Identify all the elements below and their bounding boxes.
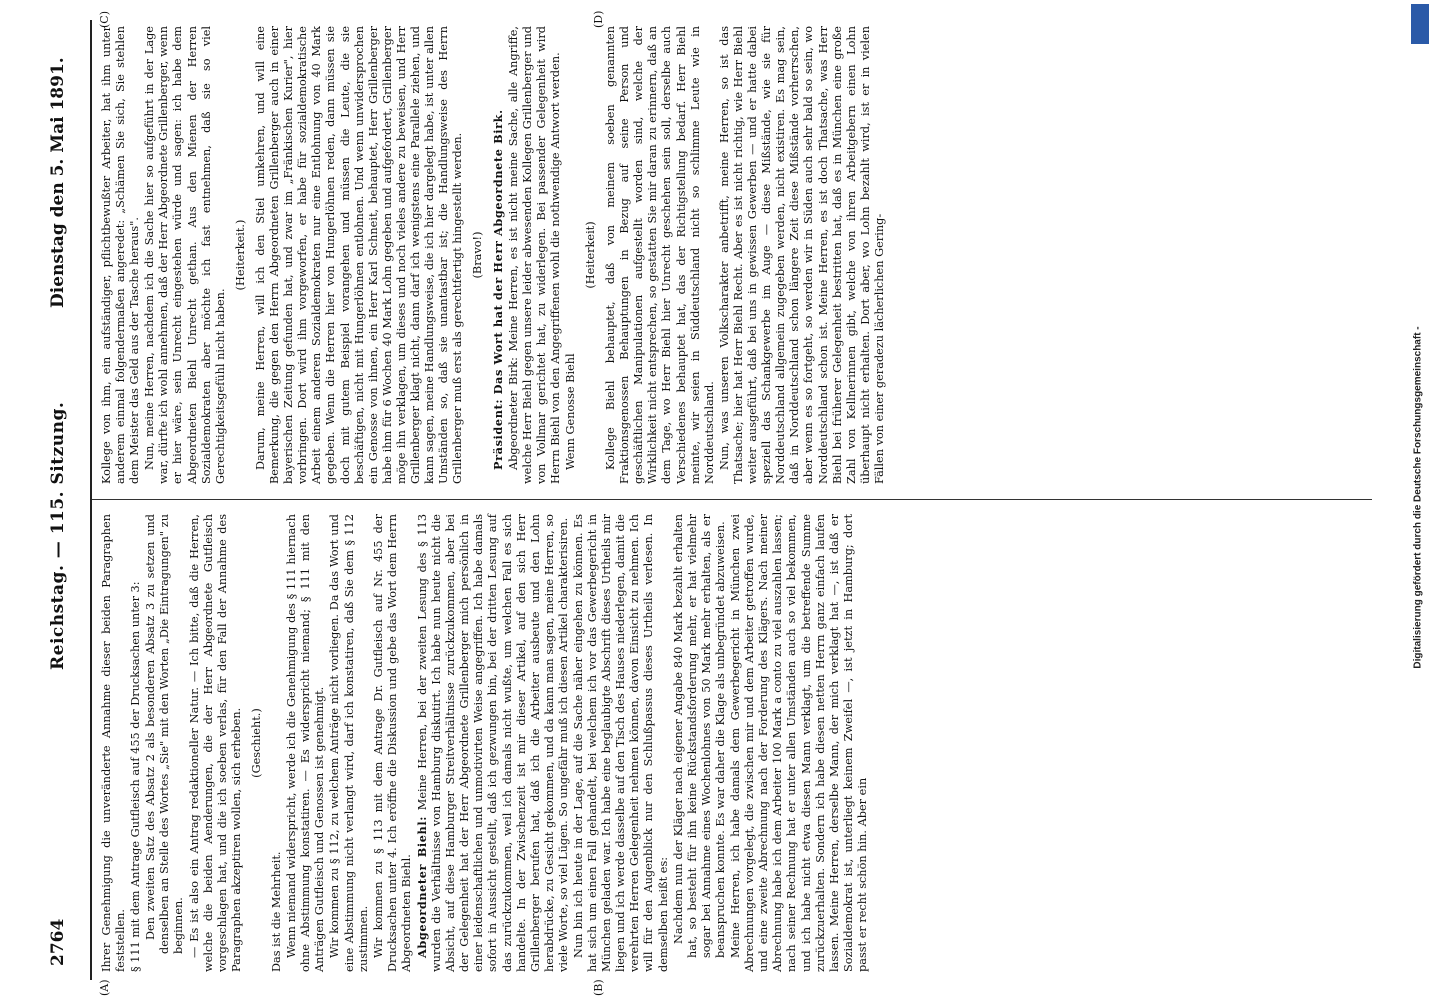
- margin-mark-b: (B): [592, 979, 605, 996]
- stage-direction: (Geschieht.): [249, 708, 263, 778]
- digitization-footer: [1405, 0, 1431, 1000]
- left-column: [100, 514, 871, 972]
- speech-text: Meine Herren, bei der zweiten Lesung des § 113 wurden die Verhältnisse von Hamburg diskutirt. Ich habe nun heute nicht die Absicht, auf diese Hamburger Streitverhältnisse zurückzukommen, aber bei der Gelegenheit hat der Herr Abgeordnete Grillenberger mich persönlich in einer leidenschaftlichen und unmotivirten Weise angegriffen. Ich habe damals sofort in Aussicht gestellt, daß ich gezwungen bin, bei der dritten Lesung auf das zurückzukommen, weil ich damals nicht wußte, um welchen Fall es sich handelte. In der Zwischenzeit ist mir dieser Artikel, auf den sich Herr Grillenberger berufen hat, daß ich die Arbeiter ausbeute und den Lohn herabdrücke, zu Gesicht gekommen, und da kann man sagen, meine Herren, so viele Worte, so viel Lügen. So ungefähr muß ich diesen Artikel charakterisiren.: [415, 513, 570, 972]
- paragraph: § 111 mit dem Antrage Gutfleisch auf 455 der Drucksachen unter 3:: [129, 581, 143, 972]
- quoted-amendment: Den zweiten Satz des Absatz 2 als besonderen Absatz 3 zu setzen und denselben an Stelle des Wortes „Sie" mit den Worten „Die Eintragungen" zu beginnen.: [144, 514, 186, 954]
- column-divider: [92, 499, 1372, 500]
- page-title: Reichstag. — 115. Sitzung.: [48, 401, 68, 670]
- paragraph: Wir kommen zu § 113 mit dem Antrage Dr. Gutfleisch auf Nr. 455 der Drucksachen unter 4. Ich eröffne die Diskussion und gebe das Wort dem Herrn Abgeordneten Biehl.: [371, 514, 413, 972]
- speaker-name: Abgeordneter Biehl:: [414, 815, 429, 958]
- paragraph: — Es ist also ein Antrag redaktioneller Natur. — Ich bitte, daß die Herren, welche die beiden Aenderungen, die der Herr Abgeordnete Gutfleisch vorgeschlagen hat, und die ich soeben verlas, für den Fall der Annahme des Paragraphen akzeptiren wollen, sich erheben.: [187, 514, 243, 972]
- session-date: Dienstag den 5. Mai 1891.: [48, 57, 68, 308]
- paragraph: Kollege Biehl behauptet, daß von meinem soeben genannten Fraktionsgenossen Behauptungen in Bezug auf seine Person und geschäftlichen Manipulationen aufgestellt worden sind, welche der Wirklichkeit nicht entsprechen, so gestatten Sie mir daran zu erinnern, daß an dem Tage, wo Herr Biehl hier Unrecht geschehen sein soll, derselbe auch Verschiedenes behauptet hat, das der Richtigstellung bedarf. Herr Biehl meinte, wir seien in Süddeutschland nicht so schlimme Leute wie in Norddeutschland.: [604, 26, 716, 484]
- paragraph: Nun, meine Herren, nachdem ich die Sache hier so aufgeführt in der Lage war, dürfte ich wohl annehmen, daß der Herr Abgeordnete Grillenberger, wenn er hier wäre, sein Unrecht eingestehen würde und sagen: ich habe dem Abgeordneten Biehl Unrecht gethan. Aus den Mienen der Herren Sozialdemokraten aber möchte ich fast entnehmen, daß sie so viel Gerechtigkeitsgefühl nicht haben.: [143, 26, 227, 484]
- margin-mark-d: (D): [592, 10, 605, 28]
- quoted-judgment: Nachdem nun der Kläger nach eigener Angabe 840 Mark bezahlt erhalten hat, so besteht für ihn keine Rückstandsforderung mehr, er hat vielmehr sogar bei Annahme eines Wochenlohnes von 50 Mark mehr erhalten, als er beanspruchen konnte. Es war daher die Klage als unbegründet abzuweisen.: [671, 514, 727, 958]
- header-rule: [90, 20, 92, 980]
- paragraph: Wenn niemand widerspricht, werde ich die Genehmigung des § 111 hiernach ohne Abstimmung konstatiren. — Es widerspricht niemand; § 111 mit den Anträgen Gutfleisch und Genossen ist genehmigt.: [285, 514, 327, 972]
- paragraph: Nun bin ich heute in der Lage, auf die Sache näher eingehen zu können. Es hat sich um einen Fall gehandelt, bei welchem ich vor das Gewerbegericht in München geladen war. Ich habe eine beglaubigte Abschrift dieses Urtheils mir liegen und ich werde dasselbe auf den Tisch des Hauses niederlegen, damit die verehrten Herren Gelegenheit nehmen können, davon Einsicht zu nehmen. Ich will für den Augenblick nur den Schlußpassus dieses Urtheils verlesen. In demselben heißt es:: [572, 514, 670, 972]
- margin-mark-a: (A): [98, 979, 111, 996]
- right-column: [100, 26, 888, 484]
- stage-direction: (Heiterkeit): [584, 221, 597, 289]
- stage-direction: (Bravo!): [471, 231, 485, 279]
- president-line: Präsident: Das Wort hat der Herr Abgeordnete Birk.: [491, 109, 506, 470]
- paragraph: Abgeordneter Birk: Meine Herren, es ist nicht meine Sache, alle Angriffe, welche Herr Biehl gegen unsere leider abwesenden Kollegen Grillenberger und von Vollmar gerichtet hat, zu widerlegen. Bei passender Gelegenheit wird Herrn Biehl von den Angegriffenen wohl die nothwendige Antwort werden.: [506, 26, 562, 484]
- paragraph: Ihrer Genehmigung die unveränderte Annahme dieser beiden Paragraphen feststellen.: [100, 514, 128, 972]
- paragraph: Meine Herren, ich habe damals dem Gewerbegericht in München zwei Abrechnungen vorgelegt, die zwischen mir und dem Arbeiter getroffen wurde, und eine zweite Abrechnung nach der Forderung des Klägers. Nach meiner Abrechnung habe ich dem Arbeiter 100 Mark a conto zu viel auszahlen lassen; nach seiner Rechnung hat er unter allen Umständen auch so viel bekommen, und ich habe nicht etwa diesen Mann verklagt, um die betreffende Summe zurückzuerhalten. Sondern ich habe diesen netten Herrn ganz einfach laufen lassen. Meine Herren, derselbe Mann, der mich verklagt hat —, ist daß er Sozialdemokrat ist, unterliegt keinem Zweifel —, ist jetzt in Hamburg; dort passt er recht schön hin. Aber ein: [729, 514, 869, 972]
- dfg-logo-text: DFG: [1403, 15, 1413, 32]
- stage-direction: (Heiterkeit.): [233, 219, 247, 291]
- dfg-logo: [1403, 4, 1429, 44]
- paragraph: Kollege von ihm, ein aufständiger, pflichtbewußter Arbeiter, hat ihm unter anderem einmal folgendermaßen angeredet: „Schämen Sie sich, Sie stehlen dem Meister das Geld aus der Tasche heraus".: [100, 26, 142, 484]
- paragraph: Wir kommen zu § 112, zu welchem Anträge nicht vorliegen. Da das Wort und eine Abstimmung nicht verlangt wird, darf ich konstatiren, daß Sie dem § 112 zustimmen.: [328, 514, 370, 972]
- page-number: 2764: [48, 918, 68, 966]
- paragraph: Wenn Genosse Biehl: [563, 353, 577, 470]
- paragraph: Das ist die Mehrheit.: [270, 851, 284, 972]
- funding-notice: Digitalisierung gefördert durch die Deutsche Forschungsgemeinschaft -: [1412, 326, 1424, 669]
- paragraph: Darum, meine Herren, will ich den Stiel umkehren, und will eine Bemerkung, die gegen den Herrn Abgeordneten Grillenberger auch in einer bayerischen Zeitung gefunden hat, und zwar im „Fränkischen Kurier", hier vorbringen. Dort wird ihm vorgeworfen, er habe für sozialdemokratische Arbeit einem anderen Sozialdemokraten nur eine Entlohnung von 40 Mark gegeben. Wenn die Herren hier von Hungerlöhnen reden, dann müssen sie doch mit gutem Beispiel vorangehen und müssen die Leute, die sie beschäftigen, nicht mit Hungerlöhnen entlohnen. Und wenn unwidersprochen ein Genosse von ihnen, ein Herr Karl Schneit, behauptet, Herr Grillenberger habe ihm für 6 Wochen 40 Mark Lohn gegeben und aufgefordert, Grillenberger möge ihn verklagen, um dieses und noch vieles andere zu beweisen, und Herr Grillenberger klagt nicht, dann darf ich wenigstens eine Parallele ziehen, und kann sagen, meine Handlungsweise, die ich hier dargelegt habe, ist unter allen Umständen so, daß sie unantastbar ist; die Handlungsweise des Herrn Grillenberger muß erst als gerechtfertigt hingestellt werden.: [253, 26, 465, 484]
- margin-mark-c: (C): [98, 11, 111, 28]
- paragraph: Nun, was unseren Volkscharakter anbetrifft, meine Herren, so ist das Thatsache; hier hat Herr Biehl Recht. Aber es ist nicht richtig, wie Herr Biehl weiter ausgeführt, daß bei uns in gewissen Gewerben — und er hatte dabei speziell das Schankgewerbe im Auge — diese Mißstände, wie sie für Norddeutschland allgemein zugegeben werden, nicht existiren. Es mag sein, daß in Norddeutschland schon längere Zeit diese Mißstände vorherrschen, aber wenn es so fortgeht, so werden wir in Süden auch sehr bald so sein, wo Norddeutschland schon ist. Meine Herren, es ist doch Thatsache, was Herr Biehl bei früherer Gelegenheit bestritten hat, daß es in München eine große Zahl von Kellnerinnen gibt, welche von ihren Arbeitgebern einen Lohn überhaupt nicht erhalten. Dort aber, wo Lohn bezahlt wird, ist er in vielen Fällen von einer geradezu lächerlichen Gering-: [717, 26, 886, 484]
